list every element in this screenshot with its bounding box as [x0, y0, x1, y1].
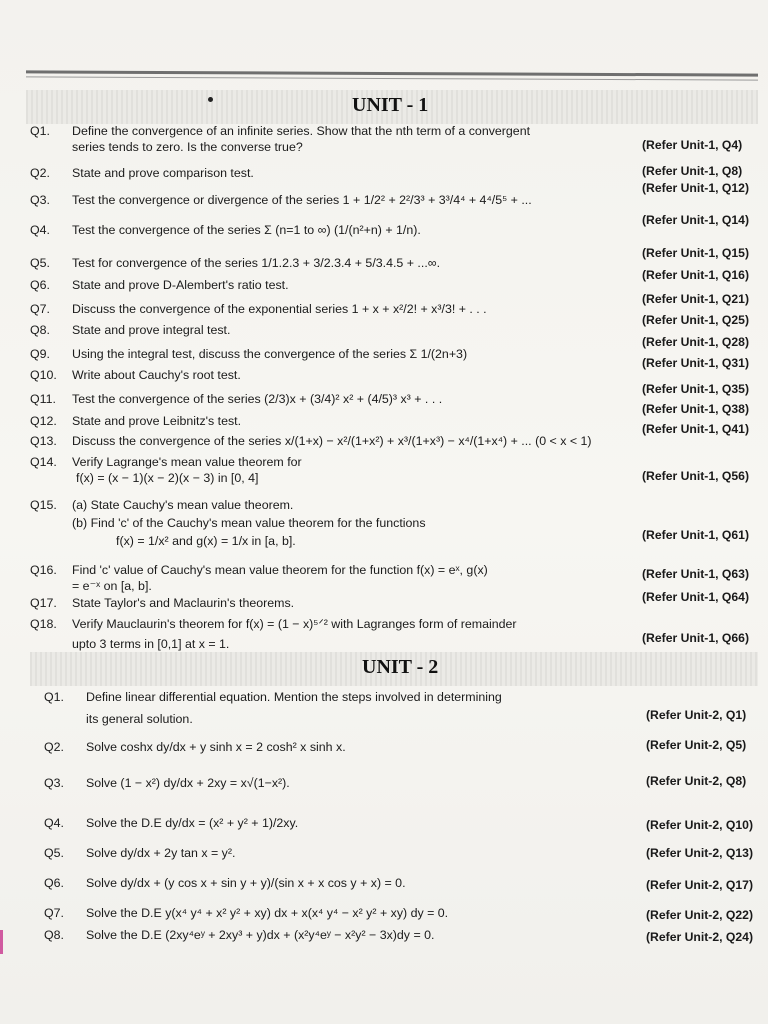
question-text: (a) State Cauchy's mean value theorem.: [72, 498, 294, 512]
question-text: State and prove Leibnitz's test.: [72, 414, 242, 428]
question-number: Q6.: [30, 278, 50, 292]
question-reference: (Refer Unit-1, Q14): [642, 213, 749, 227]
question-text: State and prove comparison test.: [72, 166, 254, 180]
question-reference: (Refer Unit-2, Q24): [646, 930, 753, 944]
question-text: Discuss the convergence of the series x/(1+x) − x²/(1+x²) + x³/(1+x³) − x⁴/(1+x⁴) + ... (0 < x < 1): [72, 434, 592, 448]
question-number: Q5.: [30, 256, 50, 270]
question-number: Q4.: [44, 816, 64, 830]
question-reference: (Refer Unit-1, Q61): [642, 528, 749, 542]
question-text: Verify Lagrange's mean value theorem for: [72, 455, 302, 469]
question-reference: (Refer Unit-1, Q56): [642, 469, 749, 483]
question-text: Solve coshx dy/dx + y sinh x = 2 cosh² x sinh x.: [86, 740, 346, 754]
question-reference: (Refer Unit-1, Q66): [642, 631, 749, 645]
question-number: Q6.: [44, 876, 64, 890]
question-text: Solve the D.E (2xy⁴eʸ + 2xy³ + y)dx + (x²y⁴eʸ − x²y² − 3x)dy = 0.: [86, 928, 435, 942]
question-reference: (Refer Unit-2, Q22): [646, 908, 753, 922]
question-text: upto 3 terms in [0,1] at x = 1.: [72, 637, 230, 651]
binding-mark: [0, 930, 3, 954]
question-text: Write about Cauchy's root test.: [72, 368, 241, 382]
question-number: Q5.: [44, 846, 64, 860]
question-reference: (Refer Unit-1, Q28): [642, 335, 749, 349]
question-text: Test the convergence of the series (2/3)x + (3/4)² x² + (4/5)³ x³ + . . .: [72, 392, 443, 406]
unit-1-title: UNIT - 1: [352, 94, 429, 116]
question-number: Q15.: [30, 498, 57, 512]
question-reference: (Refer Unit-2, Q1): [646, 708, 747, 722]
question-number: Q3.: [30, 193, 50, 207]
question-reference: (Refer Unit-1, Q8): [642, 164, 743, 178]
question-reference: (Refer Unit-1, Q15): [642, 246, 749, 260]
question-number: Q14.: [30, 455, 57, 469]
question-text: (b) Find 'c' of the Cauchy's mean value theorem for the functions: [72, 516, 426, 530]
question-text: f(x) = (x − 1)(x − 2)(x − 3) in [0, 4]: [76, 471, 259, 485]
question-text: Solve dy/dx + 2y tan x = y².: [86, 846, 236, 860]
question-reference: (Refer Unit-1, Q31): [642, 356, 749, 370]
question-number: Q7.: [44, 906, 64, 920]
question-number: Q1.: [44, 690, 64, 704]
question-reference: (Refer Unit-1, Q16): [642, 268, 749, 282]
unit-2-title: UNIT - 2: [362, 656, 439, 678]
question-text: Using the integral test, discuss the convergence of the series Σ 1/(2n+3): [72, 347, 468, 361]
question-reference: (Refer Unit-2, Q17): [646, 878, 753, 892]
question-text: f(x) = 1/x² and g(x) = 1/x in [a, b].: [116, 534, 296, 548]
question-number: Q10.: [30, 368, 57, 382]
question-text: State and prove D-Alembert's ratio test.: [72, 278, 289, 292]
question-number: Q8.: [30, 323, 50, 337]
question-number: Q7.: [30, 302, 50, 316]
question-text: Define the convergence of an infinite series. Show that the nth term of a convergent: [72, 124, 531, 138]
top-rule: [26, 70, 758, 76]
question-number: Q4.: [30, 223, 50, 237]
question-reference: (Refer Unit-2, Q10): [646, 818, 753, 832]
question-reference: (Refer Unit-1, Q35): [642, 382, 749, 396]
question-number: Q11.: [30, 392, 56, 406]
question-reference: (Refer Unit-1, Q21): [642, 292, 749, 306]
question-text: Define linear differential equation. Mention the steps involved in determining: [86, 690, 502, 704]
question-reference: (Refer Unit-1, Q64): [642, 590, 749, 604]
question-number: Q16.: [30, 563, 57, 577]
question-number: Q2.: [44, 740, 64, 754]
question-number: Q3.: [44, 776, 64, 790]
question-text: Test the convergence or divergence of the series 1 + 1/2² + 2²/3³ + 3³/4⁴ + 4⁴/5⁵ + ...: [72, 193, 532, 207]
question-text: = e⁻ˣ on [a, b].: [72, 579, 152, 593]
question-number: Q9.: [30, 347, 50, 361]
question-number: Q18.: [30, 617, 57, 631]
question-reference: (Refer Unit-1, Q12): [642, 181, 749, 195]
question-text: State and prove integral test.: [72, 323, 231, 337]
question-number: Q2.: [30, 166, 50, 180]
question-number: Q1.: [30, 124, 50, 138]
question-number: Q13.: [30, 434, 57, 448]
question-reference: (Refer Unit-1, Q41): [642, 422, 749, 436]
question-text: series tends to zero. Is the converse true?: [72, 140, 303, 154]
question-number: Q8.: [44, 928, 64, 942]
question-reference: (Refer Unit-2, Q5): [646, 738, 747, 752]
question-text: Solve dy/dx + (y cos x + sin y + y)/(sin x + x cos y + x) = 0.: [86, 876, 406, 890]
question-number: Q12.: [30, 414, 57, 428]
question-reference: (Refer Unit-1, Q63): [642, 567, 749, 581]
question-reference: (Refer Unit-2, Q8): [646, 774, 747, 788]
question-number: Q17.: [30, 596, 57, 610]
ink-dot: [208, 97, 213, 102]
question-text: Test the convergence of the series Σ (n=1 to ∞) (1/(n²+n) + 1/n).: [72, 223, 421, 237]
question-reference: (Refer Unit-2, Q13): [646, 846, 753, 860]
question-text: Solve (1 − x²) dy/dx + 2xy = x√(1−x²).: [86, 776, 290, 790]
question-text: Solve the D.E y(x⁴ y⁴ + x² y² + xy) dx + x(x⁴ y⁴ − x² y² + xy) dy = 0.: [86, 906, 449, 920]
question-text: Solve the D.E dy/dx = (x² + y² + 1)/2xy.: [86, 816, 299, 830]
question-text: Test for convergence of the series 1/1.2.3 + 3/2.3.4 + 5/3.4.5 + ...∞.: [72, 256, 441, 270]
question-text: its general solution.: [86, 712, 193, 726]
question-text: Find 'c' value of Cauchy's mean value theorem for the function f(x) = eˣ, g(x): [72, 563, 488, 577]
question-reference: (Refer Unit-1, Q38): [642, 402, 749, 416]
top-rule-thin: [26, 76, 758, 80]
question-reference: (Refer Unit-1, Q25): [642, 313, 749, 327]
question-text: Verify Mauclaurin's theorem for f(x) = (1 − x)⁵ᐟ² with Lagranges form of remainder: [72, 617, 517, 631]
question-text: State Taylor's and Maclaurin's theorems.: [72, 596, 295, 610]
question-reference: (Refer Unit-1, Q4): [642, 138, 743, 152]
question-text: Discuss the convergence of the exponential series 1 + x + x²/2! + x³/3! + . . .: [72, 302, 487, 316]
